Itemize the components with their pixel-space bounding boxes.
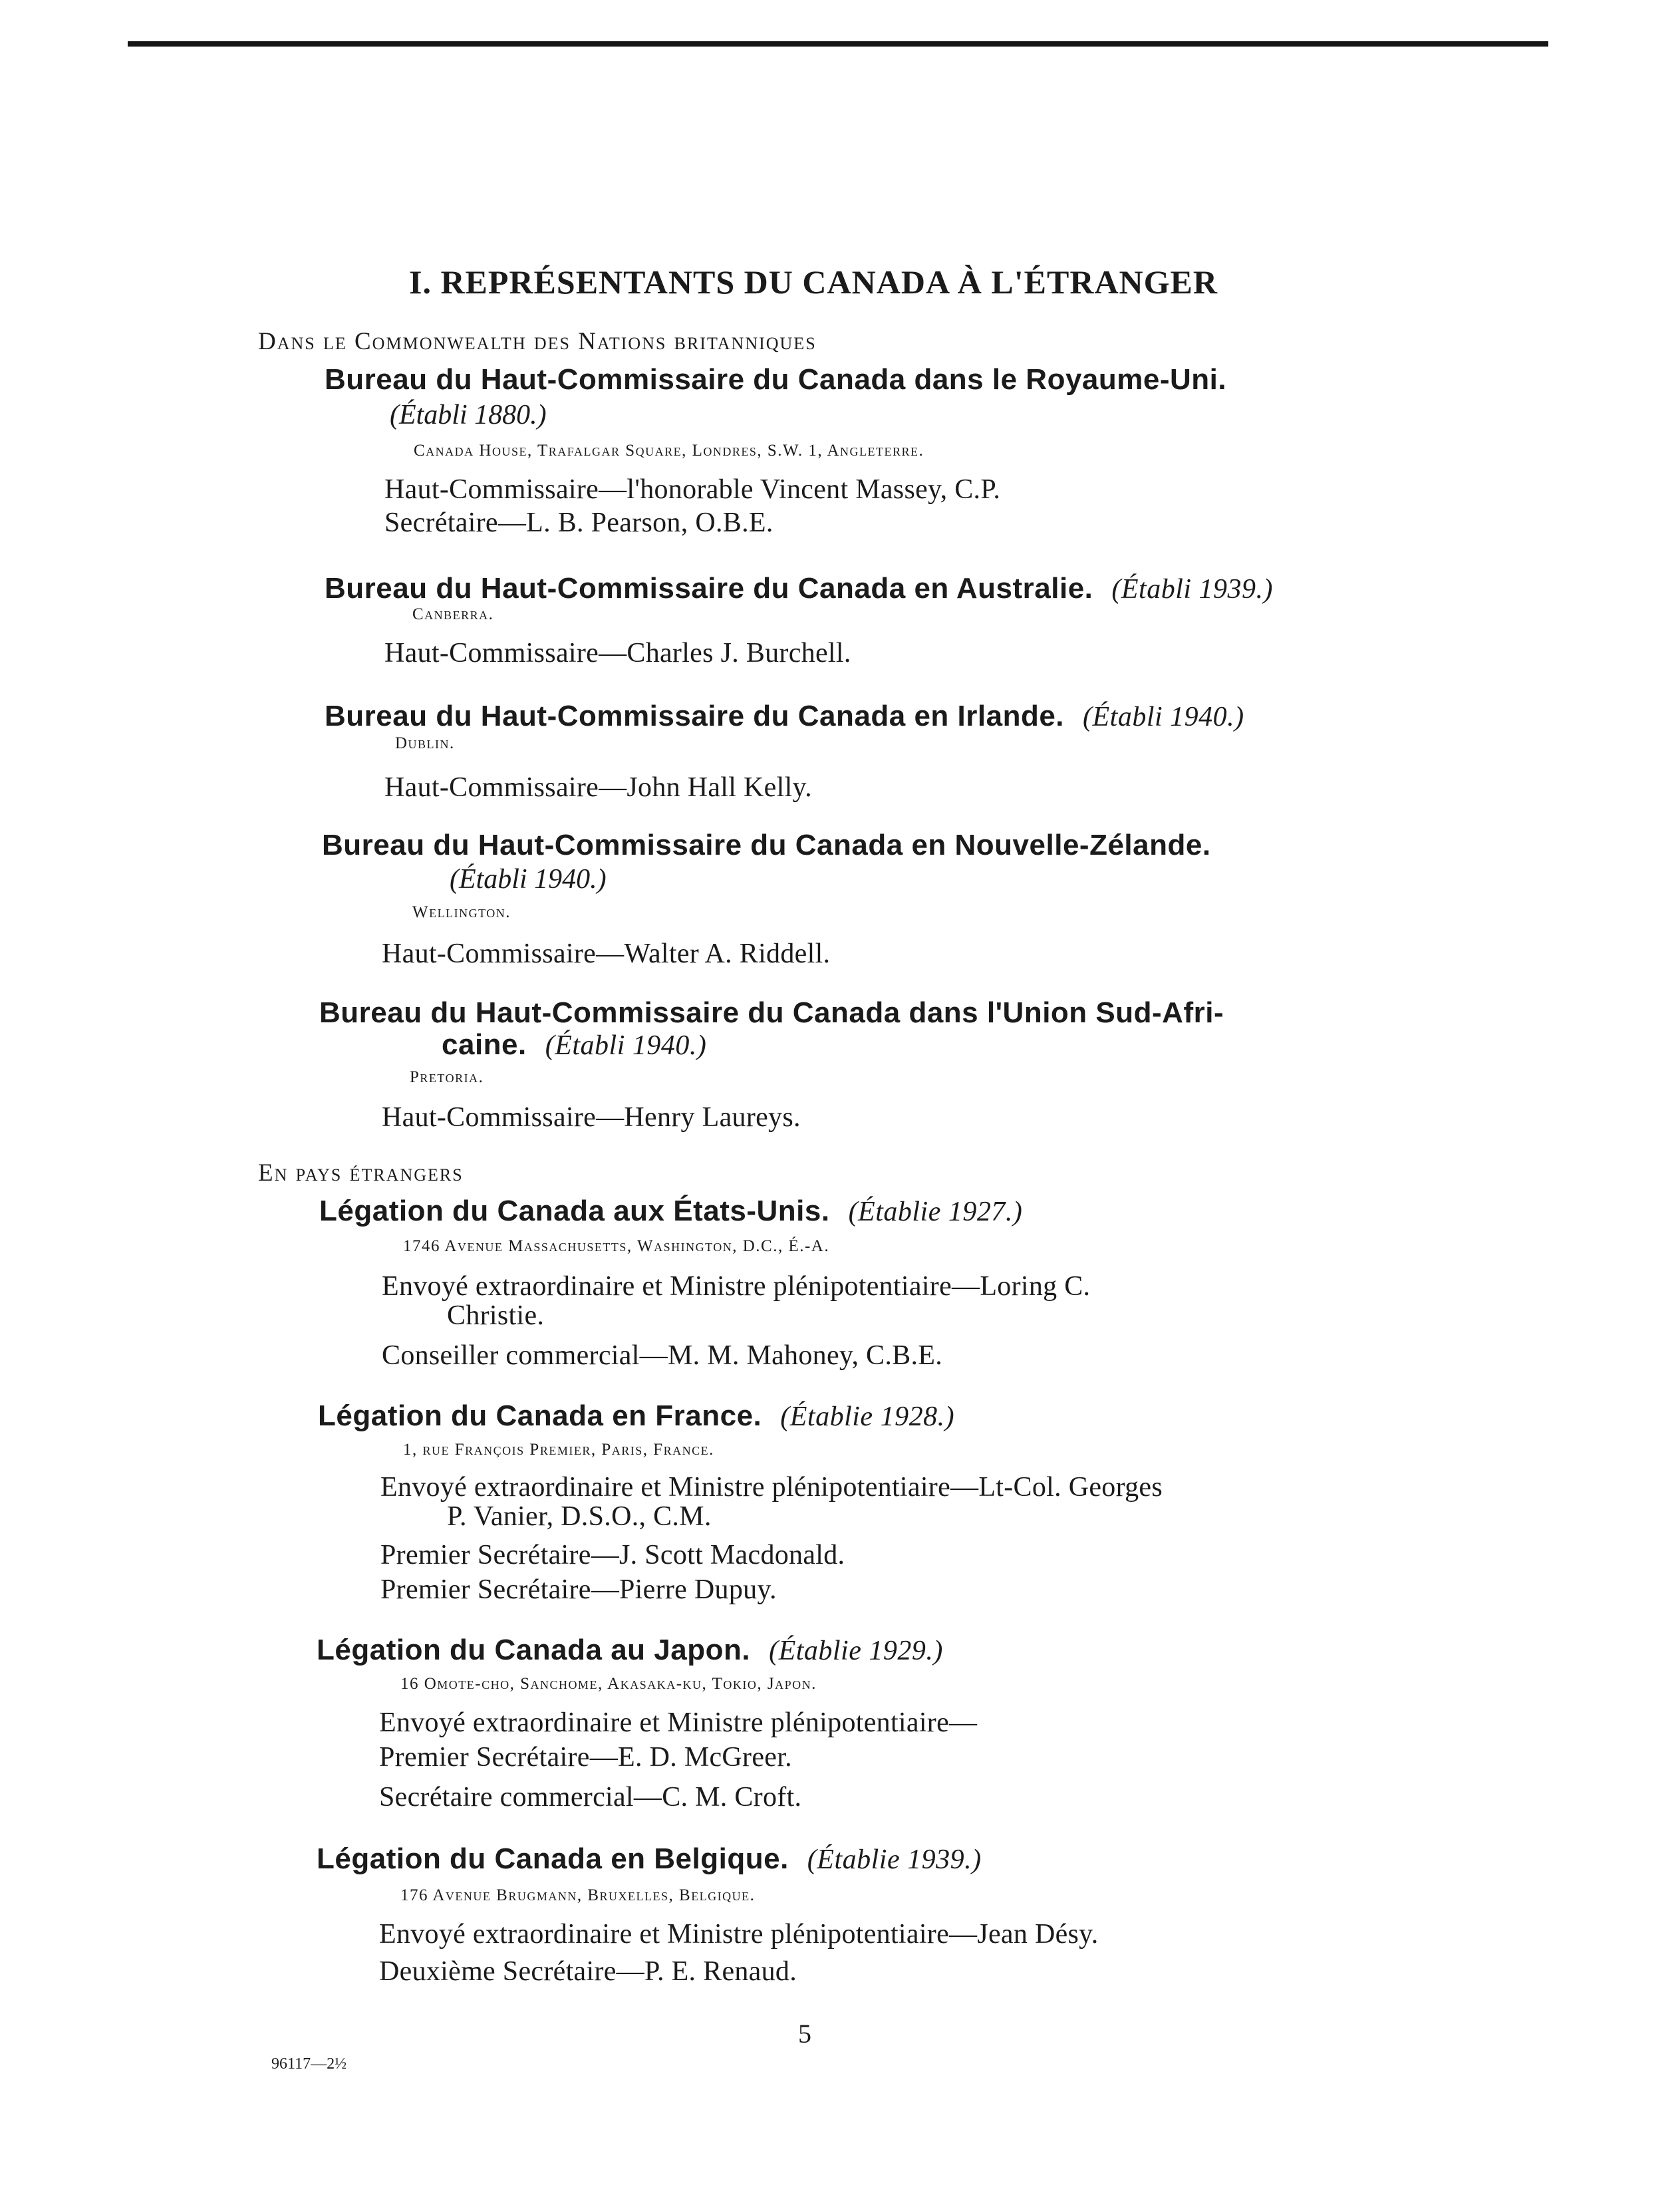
page-number: 5: [798, 2019, 811, 2049]
office-address-australia: Canberra.: [412, 605, 494, 623]
legation-staff-usa-3: Conseiller commercial—M. M. Mahoney, C.B.E.: [382, 1340, 943, 1371]
legation-staff-france-4: Premier Secrétaire—Pierre Dupuy.: [380, 1574, 777, 1605]
section-heading-commonwealth: Dans le Commonwealth des Nations britanniques: [258, 328, 817, 355]
office-name-australia: Bureau du Haut-Commissaire du Canada en Australie. (Établi 1939.): [325, 572, 1274, 605]
office-staff-uk-1: Haut-Commissaire—l'honorable Vincent Massey, C.P.: [384, 474, 1001, 505]
top-rule: [128, 41, 1548, 47]
print-code: 96117—2½: [271, 2055, 347, 2073]
office-name-new-zealand: Bureau du Haut-Commissaire du Canada en Nouvelle-Zélande.: [322, 829, 1211, 861]
legation-staff-france-2: P. Vanier, D.S.O., C.M.: [447, 1501, 712, 1532]
legation-staff-france-3: Premier Secrétaire—J. Scott Macdonald.: [380, 1540, 845, 1570]
office-staff-south-africa-1: Haut-Commissaire—Henry Laureys.: [382, 1102, 801, 1133]
office-staff-uk-2: Secrétaire—L. B. Pearson, O.B.E.: [384, 508, 773, 538]
legation-staff-japan-1: Envoyé extraordinaire et Ministre plénipotentiaire—: [379, 1707, 978, 1738]
office-address-south-africa: Pretoria.: [410, 1068, 484, 1086]
section-heading-foreign: En pays étrangers: [258, 1159, 464, 1187]
legation-name-belgium: Légation du Canada en Belgique. (Établie 1939.): [317, 1842, 982, 1875]
office-staff-ireland-1: Haut-Commissaire—John Hall Kelly.: [384, 772, 812, 803]
legation-staff-belgium-1: Envoyé extraordinaire et Ministre plénipotentiaire—Jean Désy.: [379, 1919, 1099, 1950]
office-name-uk: Bureau du Haut-Commissaire du Canada dans le Royaume-Uni.: [325, 363, 1227, 396]
legation-name-usa: Légation du Canada aux États-Unis. (Établie 1927.): [319, 1195, 1023, 1227]
office-address-uk: Canada House, Trafalgar Square, Londres, S.W. 1, Angleterre.: [414, 442, 924, 460]
office-established-new-zealand: (Établi 1940.): [450, 864, 607, 895]
page-title: I. REPRÉSENTANTS DU CANADA À L'ÉTRANGER: [408, 263, 1218, 301]
legation-name-france: Légation du Canada en France. (Établie 1928.): [318, 1399, 955, 1432]
legation-staff-japan-2: Premier Secrétaire—E. D. McGreer.: [379, 1742, 792, 1773]
office-address-ireland: Dublin.: [395, 734, 455, 752]
office-address-new-zealand: Wellington.: [412, 903, 511, 921]
legation-name-japan: Légation du Canada au Japon. (Établie 1929.): [317, 1634, 943, 1666]
legation-address-france: 1, rue François Premier, Paris, France.: [403, 1441, 714, 1459]
legation-address-belgium: 176 Avenue Brugmann, Bruxelles, Belgique.: [400, 1886, 756, 1904]
office-staff-australia-1: Haut-Commissaire—Charles J. Burchell.: [384, 638, 851, 668]
office-name-south-africa-line1: Bureau du Haut-Commissaire du Canada dans l'Union Sud-Afri-: [319, 996, 1224, 1029]
office-staff-new-zealand-1: Haut-Commissaire—Walter A. Riddell.: [382, 939, 831, 969]
legation-staff-france-1: Envoyé extraordinaire et Ministre plénipotentiaire—Lt-Col. Georges: [380, 1472, 1163, 1503]
legation-staff-usa-2: Christie.: [447, 1300, 545, 1331]
legation-address-usa: 1746 Avenue Massachusetts, Washington, D.C., É.-A.: [403, 1237, 830, 1255]
legation-staff-belgium-2: Deuxième Secrétaire—P. E. Renaud.: [379, 1956, 797, 1987]
office-established-uk: (Établi 1880.): [390, 400, 547, 430]
office-name-south-africa-line2: caine. (Établi 1940.): [442, 1028, 707, 1061]
legation-staff-usa-1: Envoyé extraordinaire et Ministre plénipotentiaire—Loring C.: [382, 1271, 1091, 1302]
legation-address-japan: 16 Omote-cho, Sanchome, Akasaka-ku, Tokio, Japon.: [400, 1675, 817, 1693]
legation-staff-japan-3: Secrétaire commercial—C. M. Croft.: [379, 1782, 802, 1813]
office-name-ireland: Bureau du Haut-Commissaire du Canada en Irlande. (Établi 1940.): [325, 700, 1244, 732]
